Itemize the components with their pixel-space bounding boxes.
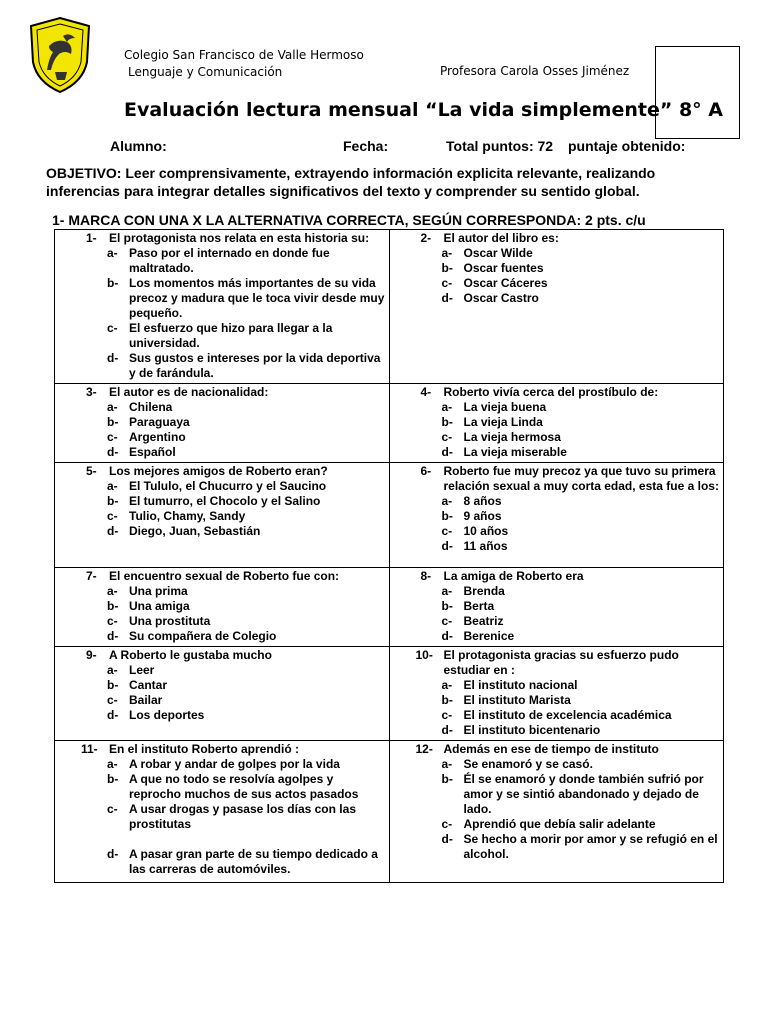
option-letter: a- [107,584,118,598]
option-text: Los deportes [129,708,205,722]
question-cell [389,463,724,568]
option-letter: c- [441,430,453,444]
question-text: El autor del libro es: [443,231,559,245]
answer-option[interactable] [59,802,385,832]
question-stem [394,569,720,584]
date-label: Fecha: [343,138,389,154]
question-stem [394,464,720,494]
question-text: Los mejores amigos de Roberto eran? [109,464,328,478]
option-text: Argentino [129,430,186,444]
objective-keyword: OBJETIVO: [46,165,122,181]
option-letter: a- [107,246,118,260]
question-row [55,647,724,741]
answer-option[interactable] [394,678,720,693]
option-letter: c- [441,524,453,538]
option-letter: a- [441,757,453,771]
option-letter: c- [107,509,118,523]
option-letter: c- [441,614,453,628]
question-10 [394,648,720,738]
option-text: Paraguaya [129,415,190,429]
subject-name: Lenguaje y Comunicación [128,65,283,79]
question-stem [394,385,720,400]
option-letter: d- [441,723,453,737]
answer-option[interactable] [59,757,385,772]
option-text: Brenda [463,584,505,598]
question-cell [55,384,390,463]
answer-option[interactable] [394,430,720,445]
option-letter: a- [107,757,118,771]
student-label: Alumno: [110,138,167,154]
question-2 [394,231,720,306]
option-text: Una amiga [129,599,190,613]
option-text: Diego, Juan, Sebastián [129,524,261,538]
question-6 [394,464,720,554]
question-number: 11- [81,742,98,756]
option-text: 10 años [463,524,509,538]
option-text: Se hecho a morir por amor y se refugió en el alcohol. [463,832,718,861]
option-letter: a- [441,246,453,260]
total-points-label: Total puntos: 72 [446,138,554,154]
question-row [55,230,724,384]
answer-option[interactable] [59,246,385,276]
option-text: Oscar fuentes [463,261,544,275]
question-stem [394,231,720,246]
option-text: Bailar [129,693,163,707]
answer-option[interactable] [394,524,720,539]
option-text: La vieja Linda [463,415,543,429]
option-letter: a- [107,663,118,677]
answer-option[interactable] [394,584,720,599]
answer-option[interactable] [59,351,385,381]
answer-option[interactable] [394,772,720,817]
option-letter: d- [107,629,119,643]
question-text: El protagonista gracias su esfuerzo pudo estudiar en : [443,648,679,677]
option-letter: b- [441,261,453,275]
option-text: Su compañera de Colegio [129,629,277,643]
question-cell [389,647,724,741]
option-letter: c- [441,817,453,831]
option-text: 9 años [463,509,502,523]
answer-option[interactable] [394,757,720,772]
option-text: Una prostituta [129,614,211,628]
question-cell [55,647,390,741]
question-number: 9- [86,648,97,662]
question-1 [59,231,385,381]
option-letter: a- [441,678,453,692]
question-9 [59,648,385,723]
question-number: 7- [86,569,97,583]
answer-option[interactable] [59,663,385,678]
option-text: La vieja buena [463,400,547,414]
option-letter: d- [107,524,119,538]
option-letter: b- [441,509,453,523]
question-row [55,568,724,647]
option-letter: b- [441,693,453,707]
option-letter: b- [107,678,119,692]
question-text: Roberto fue muy precoz ya que tuvo su primera relación sexual a muy corta edad, esta fue a los: [443,464,719,493]
option-text: Chilena [129,400,173,414]
question-5 [59,464,385,539]
option-text: Berta [463,599,495,613]
question-number: 2- [420,231,432,245]
answer-option[interactable] [59,847,385,877]
option-letter: c- [107,802,118,816]
answer-option[interactable] [394,276,720,291]
answer-option[interactable] [394,494,720,509]
question-stem [59,231,385,246]
option-text: El instituto Marista [463,693,571,707]
answer-option[interactable] [394,509,720,524]
option-letter: d- [441,629,453,643]
option-text: Oscar Castro [463,291,539,305]
option-text: A que no todo se resolvía agolpes y reprocho muchos de sus actos pasados [129,772,359,801]
question-number: 6- [420,464,432,478]
answer-option[interactable] [394,614,720,629]
question-cell [389,230,724,384]
option-text: Beatriz [463,614,504,628]
answer-option[interactable] [59,321,385,351]
question-cell [389,384,724,463]
answer-option[interactable] [394,291,720,306]
answer-option[interactable] [59,400,385,415]
option-letter: c- [107,430,118,444]
answer-option[interactable] [59,599,385,614]
option-letter: c- [107,614,118,628]
question-cell [55,230,390,384]
page-title: Evaluación lectura mensual “La vida simplemente” 8° A [124,99,723,121]
question-number: 10- [415,648,433,662]
option-text: Español [129,445,176,459]
answer-option[interactable] [59,584,385,599]
question-row [55,463,724,568]
question-number: 5- [86,464,97,478]
question-4 [394,385,720,460]
question-text: El autor es de nacionalidad: [109,385,269,399]
question-text: En el instituto Roberto aprendió : [109,742,299,756]
option-text: Se enamoró y se casó. [463,757,593,771]
option-letter: d- [441,445,453,459]
option-text: El instituto nacional [463,678,578,692]
option-letter: a- [107,400,118,414]
option-letter: d- [107,708,119,722]
option-text: Él se enamoró y donde también sufrió por amor y se sintió abandonado y dejado de lado. [463,772,704,816]
option-letter: b- [441,415,453,429]
answer-option[interactable] [394,708,720,723]
option-text: 11 años [463,539,508,553]
option-letter: b- [107,276,119,290]
option-text: El instituto de excelencia académica [463,708,672,722]
option-letter: d- [441,539,453,553]
answer-option[interactable] [59,445,385,460]
option-letter: d- [441,291,453,305]
answer-option[interactable] [59,276,385,321]
option-letter: c- [107,321,118,335]
section-1-heading: 1- MARCA CON UNA X LA ALTERNATIVA CORRECTA, SEGÚN CORRESPONDA: 2 pts. c/u [52,212,646,228]
question-number: 8- [420,569,432,583]
option-text: Berenice [463,629,515,643]
option-letter: a- [441,494,453,508]
question-number: 12- [415,742,433,756]
option-letter: d- [107,351,119,365]
option-letter: d- [107,847,119,861]
grade-box [655,46,740,139]
option-text: El Tululo, el Chucurro y el Saucino [129,479,327,493]
option-text: Oscar Cáceres [463,276,548,290]
answer-option[interactable] [394,723,720,738]
answer-option[interactable] [59,629,385,644]
option-text: Cantar [129,678,168,692]
option-letter: a- [441,584,453,598]
question-text: La amiga de Roberto era [443,569,584,583]
question-number: 3- [86,385,97,399]
question-text: El protagonista nos relata en esta historia su: [109,231,370,245]
option-text: Oscar Wilde [463,246,533,260]
option-text: Leer [129,663,155,677]
option-text: El tumurro, el Chocolo y el Salino [129,494,321,508]
school-logo [27,16,93,94]
question-stem [394,648,720,678]
option-text: Tulio, Chamy, Sandy [129,509,246,523]
answer-option[interactable] [59,614,385,629]
question-cell [55,568,390,647]
option-letter: a- [107,479,118,493]
option-letter: d- [441,832,453,846]
answer-option[interactable] [59,708,385,723]
option-text: A robar y andar de golpes por la vida [129,757,340,771]
answer-option[interactable] [59,415,385,430]
option-text: Los momentos más importantes de su vida precoz y madura que le toca vivir desde muy pequeño. [129,276,385,320]
question-text: A Roberto le gustaba mucho [109,648,272,662]
option-text: Una prima [129,584,188,598]
question-cell [389,741,724,883]
question-stem [59,742,385,757]
answer-option[interactable] [394,400,720,415]
answer-option[interactable] [59,678,385,693]
question-stem [59,385,385,400]
option-letter: b- [107,415,119,429]
option-text: Paso por el internado en donde fue maltratado. [129,246,330,275]
option-letter: b- [107,599,119,613]
question-stem [394,742,720,757]
question-row [55,741,724,883]
answer-option[interactable] [394,261,720,276]
question-stem [59,569,385,584]
answer-option[interactable] [394,445,720,460]
answer-option[interactable] [394,629,720,644]
option-letter: c- [441,708,453,722]
answer-option[interactable] [59,430,385,445]
spacer [59,832,385,847]
question-text: Roberto vivía cerca del prostíbulo de: [443,385,659,399]
answer-option[interactable] [394,693,720,708]
question-11 [59,742,385,877]
answer-option[interactable] [59,524,385,539]
teacher-name: Profesora Carola Osses Jiménez [440,64,630,78]
school-header [124,47,364,81]
objective-text: Leer comprensivamente, extrayendo información explicita relevante, realizando inferencias para integrar detalles significativos del texto y comprender su sentido global. [46,165,656,199]
option-text: El esfuerzo que hizo para llegar a la universidad. [129,321,333,350]
question-cell [55,741,390,883]
answer-option[interactable] [394,817,720,832]
question-stem [59,464,385,479]
question-8 [394,569,720,644]
answer-option[interactable] [394,246,720,261]
question-12 [394,742,720,862]
option-text: Sus gustos e intereses por la vida deportiva y de farándula. [129,351,381,380]
option-text: A usar drogas y pasase los días con las prostitutas [129,802,356,831]
school-name: Colegio San Francisco de Valle Hermoso [124,48,364,62]
question-text: El encuentro sexual de Roberto fue con: [109,569,340,583]
option-letter: d- [107,445,119,459]
answer-option[interactable] [59,479,385,494]
question-number: 1- [86,231,97,245]
answer-option[interactable] [394,599,720,614]
answer-option[interactable] [59,494,385,509]
question-number: 4- [420,385,432,399]
option-letter: c- [441,276,453,290]
option-text: La vieja miserable [463,445,567,459]
option-letter: b- [107,494,119,508]
option-letter: b- [441,772,453,786]
question-stem [59,648,385,663]
answer-option[interactable] [394,832,720,862]
option-text: Aprendió que debía salir adelante [463,817,656,831]
option-text: El instituto bicentenario [463,723,601,737]
answer-option[interactable] [59,693,385,708]
answer-option[interactable] [59,509,385,524]
question-cell [55,463,390,568]
questions-table [54,229,724,883]
question-3 [59,385,385,460]
score-label: puntaje obtenido: [568,138,686,154]
objective [46,164,726,200]
option-letter: b- [107,772,119,786]
option-letter: a- [441,400,453,414]
option-text: La vieja hermosa [463,430,561,444]
option-letter: c- [107,693,118,707]
answer-option[interactable] [394,539,720,554]
question-cell [389,568,724,647]
answer-option[interactable] [394,415,720,430]
question-row [55,384,724,463]
question-7 [59,569,385,644]
option-letter: b- [441,599,453,613]
answer-option[interactable] [59,772,385,802]
option-text: 8 años [463,494,502,508]
option-text: A pasar gran parte de su tiempo dedicado a las carreras de automóviles. [129,847,378,876]
question-text: Además en ese de tiempo de instituto [443,742,659,756]
